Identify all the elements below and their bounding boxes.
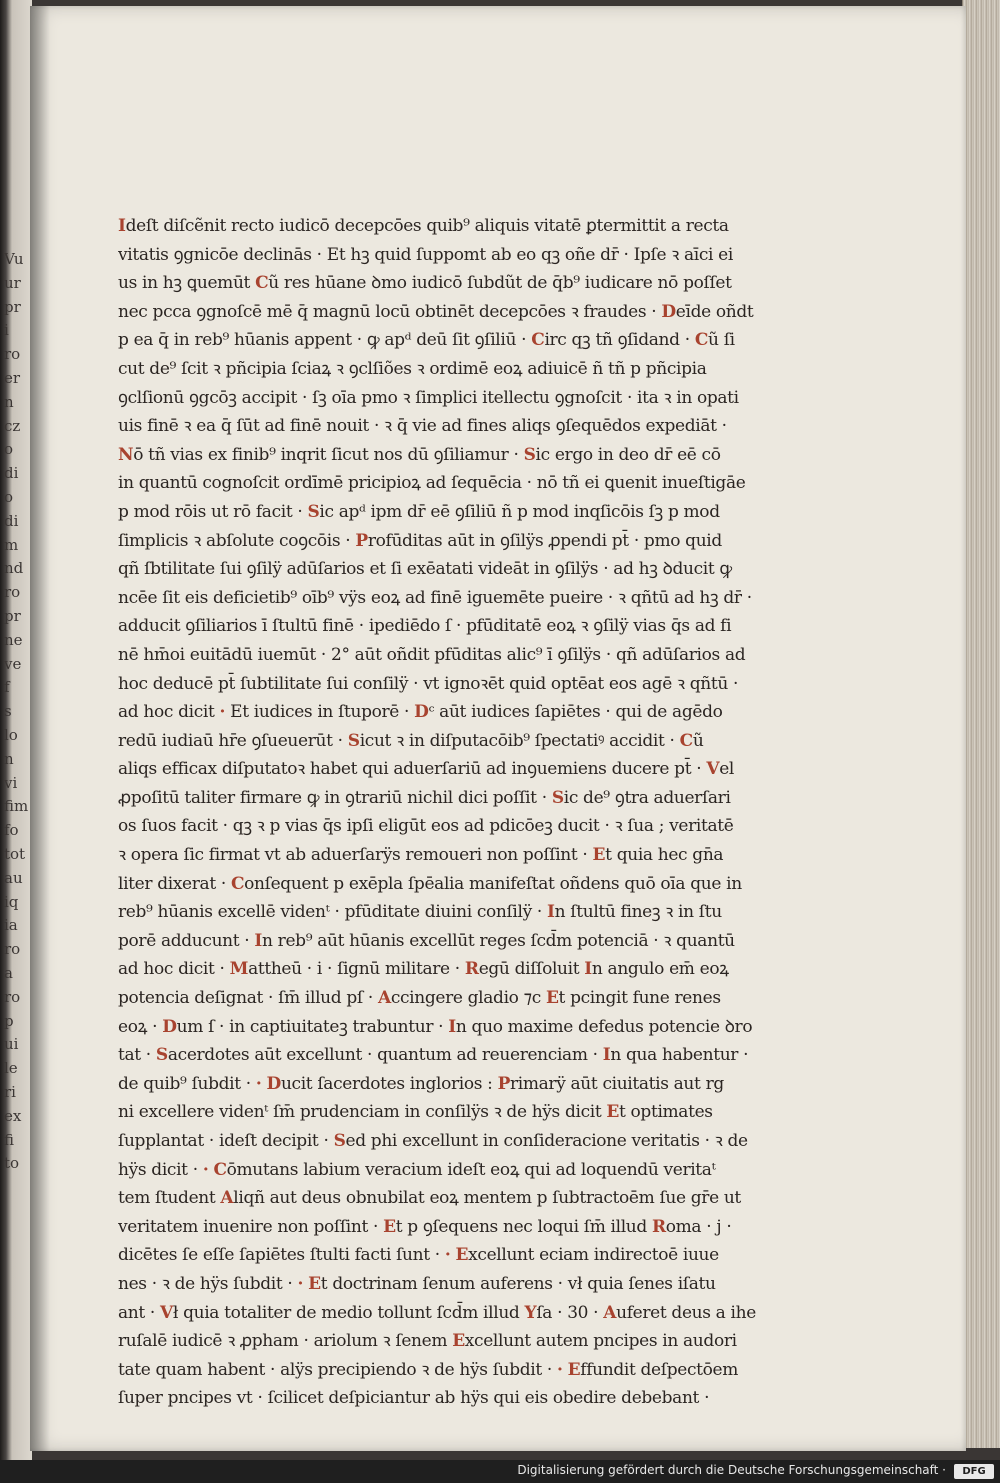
text-segment: uferet deus a ihe [616,1302,756,1323]
rubricated-initial: C [213,1159,227,1180]
text-line [118,355,770,384]
rubricated-initial: C [679,730,693,751]
text-line [118,1184,770,1213]
rubricated-initial: · [219,702,226,723]
facing-page-fragment: le [4,1061,18,1077]
text-segment: t p ꝯſequens nec loqui ſm̄ illud [395,1216,652,1237]
text-segment: tate quam habent · alÿs precipiendo ꝛ de hÿs ſubdit · [118,1359,558,1380]
text-segment: os ſuos facit · qꝫ ꝛ p vias q̄s ipſi eligūt eos ad pdicōeꝫ ducit · ꝛ ſua ; veritatē [118,816,734,837]
rubricated-initial: P [497,1073,511,1094]
facing-page-fragment: Vu [4,252,24,267]
text-segment: ic ergo in deo dr̄ eē cō [535,444,721,465]
text-segment: tat · [118,1045,156,1066]
text-segment: ō tñ vias ex finib⁹ inqrit ſicut nos dū ꝯſiliamur · [133,444,524,465]
rubricated-initial: C [694,330,709,351]
text-line [118,1270,770,1299]
text-line [118,1127,770,1156]
text-segment: in quantū cognoſcit ordīmē pricipioꝝ ad ſequēcia · nō tñ ei ꝗuenit inueſtigāe [118,473,746,494]
rubricated-initial: R [464,959,479,980]
text-segment: irc qꝫ tñ ꝯſidand · [544,330,695,351]
facing-page-fragment: ve [4,656,22,672]
facing-page-fragment: ro [4,989,21,1005]
rubricated-initial: E [308,1273,321,1294]
text-segment: eīde oñdt [675,301,754,322]
text-segment: ed phi excellunt in conſideracione veritatis · ꝛ de [345,1131,748,1151]
text-segment: acerdotes aūt excellunt · quantum ad reuerenciam · [167,1045,603,1066]
text-segment: rimarÿ aūt ciuitatis aut rg [510,1073,724,1094]
text-line [118,841,770,870]
rubricated-initial: D [414,702,429,723]
rubricated-initial: A [603,1302,617,1323]
text-segment: rofūditas aūt in ꝯſilÿs ꝓpendi pt̄ · pmo quid [367,530,722,551]
text-segment: onſequent p exēpla ſpēalia manifeſtat oñdens quō oīa que in [244,873,742,894]
text-line [118,755,770,784]
facing-page-fragment: m [4,537,19,553]
facing-page-fragment: di [4,466,19,482]
text-line [118,1156,770,1185]
text-segment: us in hꝫ ꝗuemūt [118,273,256,294]
text-segment: potencia deſignat · ſm̄ illud pſ · [118,988,378,1009]
text-segment: ncēe ſit eis deficietib⁹ oīb⁹ vÿs eoꝝ ad finē iguemēte pueire · ꝛ qñtū ad hꝫ dr̄ · [118,587,752,608]
text-line [118,1213,770,1242]
rubricated-initial: · [297,1273,304,1294]
text-segment: ũ [692,730,704,751]
text-line [118,812,770,841]
rubricated-initial: M [229,959,249,980]
text-segment: de quib⁹ ſubdit · [118,1073,256,1094]
text-segment: dicētes ſe eſſe ſapiētes ſtulti facti ſunt · [118,1245,445,1266]
text-segment: t doctrinam ſenum auferens · vł quia ſenes iſatu [320,1273,716,1294]
facing-page-fragment: cz [4,418,21,434]
text-segment: redū iudiaū hr̄e ꝯſueuerūt · [118,730,348,751]
text-segment: ad hoc dicit [118,702,220,723]
text-segment: ccingere gladio ⁊c [390,988,546,1009]
text-line [118,784,770,813]
rubricated-initial: E [606,1102,620,1123]
text-segment: nec pcca ꝯgnoſcē mē q̄ magnū locū obtinēt decepcōes ꝛ fraudes · [118,301,662,322]
text-segment: ꝓpoſitū taliter firmare ꝙ in ꝯtrariū nichil dici poſſit · [118,787,552,808]
rubricated-initial: S [307,501,320,522]
rubricated-initial: D [661,301,676,322]
text-segment: um ſ · in captiuitateꝫ trabuntur · [176,1016,449,1037]
text-segment: p ea q̄ in reb⁹ hūanis appent · ꝙ apᵈ deū ſit ꝯſiliū · [118,330,532,351]
text-segment: liqñ aut deus obnubilat eoꝝ mentem p ſubtractoēm ſue gr̄e ut [233,1188,741,1209]
text-segment: p mod rōis ut rō facit · [118,501,308,522]
body-text [118,212,770,1413]
rubricated-initial: D [162,1016,177,1037]
text-segment: ni excellere videnᵗ ſm̄ prudenciam in conſilÿs ꝛ de hÿs dicit [118,1102,607,1123]
text-line [118,927,770,956]
facing-page-fragment: f [4,680,10,696]
rubricated-initial: S [333,1131,346,1151]
text-segment: n quo maxime defedus potencie ꝺro [455,1016,753,1037]
text-line [118,1241,770,1270]
text-segment: ꝛ opera ſic firmat vt ab aduerſarÿs remoueri non poſſint · [118,845,593,866]
text-line [118,498,770,527]
text-line [118,469,770,498]
rubricated-initial: D [266,1073,281,1094]
text-segment: t pcingit fune renes [558,988,721,1009]
text-segment: tem ſtudent [118,1188,221,1209]
facing-page-fragment: iq [4,894,19,910]
text-line [118,326,770,355]
text-segment: n angulo em̄ eoꝝ [591,959,729,980]
rubricated-initial: C [230,873,245,894]
text-segment: uis finē ꝛ ea q̄ ſūt ad finē nouit · ꝛ q̄ vie ad fines aliqs ꝯſequēdos expediāt · [118,416,727,437]
text-line [118,241,770,270]
text-segment: ſuper pncipes vt · ſcilicet deſpiciantur ab hÿs qui eis obedire debebant · [118,1388,710,1409]
text-segment: icut ꝛ in diſputacōib⁹ ſpectatiꝰ accidit · [359,730,680,751]
text-line [118,555,770,584]
text-segment: nē hm̄oi euitādū iuemūt · 2° aūt oñdit pfūditas alic⁹ ī ꝯſilÿs · qñ adūſarios ad [118,644,746,665]
rubricated-initial: E [592,845,606,866]
facing-page-fragment: p [4,1013,14,1029]
facing-page-fragment: tot [4,847,26,862]
footer-credit: Digitalisierung gefördert durch die Deutsche Forschungsgemeinschaft · [517,1463,946,1477]
text-segment: ſimplicis ꝛ abſolute coꝯcōis · [118,530,356,551]
text-line [118,641,770,670]
page-fore-edge [962,0,1000,1448]
text-segment: ꝯclſionū ꝯgcōꝫ accipit · ſꝫ oīa pmo ꝛ ſimplici itellectu ꝯgnoſcit · ita ꝛ in opati [118,387,739,408]
rubricated-initial: I [547,902,555,923]
rubricated-initial: R [651,1216,666,1237]
text-line [118,1041,770,1070]
rubricated-initial: P [355,530,368,551]
text-segment: ic de⁹ ꝯtra aduerſari [563,787,731,808]
facing-page-fragment: nd [4,561,24,577]
text-segment: ruſalē iudicē ꝛ ꝓpham · ariolum ꝛ ſenem [118,1331,453,1352]
text-segment: t optimates [619,1102,713,1123]
rubricated-initial: C [531,330,545,351]
facing-page-fragment: ro [4,942,21,958]
text-line [118,1356,770,1385]
text-segment: ffundit deſpectōem [580,1359,738,1380]
text-segment: xcellunt eciam indirectoē iuue [468,1245,719,1266]
text-line [118,612,770,641]
text-line [118,955,770,984]
text-line [118,1070,770,1099]
facing-page-edge [0,0,32,1460]
facing-page-fragment: i [4,323,9,339]
facing-page-fragment: ro [4,585,21,601]
text-segment: aliqs efficax diſputatoꝛ habet qui aduerſariū ad inꝯuemiens ducere pt̄ · [118,759,707,780]
text-segment: n ſtultū fineꝫ ꝛ in ſtu [554,902,722,923]
text-segment: attheū · i · ſignū militare · [248,959,465,980]
facing-page-fragment: di [4,513,19,529]
text-line [118,1327,770,1356]
text-line [118,1013,770,1042]
text-line [118,269,770,298]
facing-page-fragment: a [4,966,13,981]
rubricated-initial: E [567,1359,581,1380]
facing-page-fragment: ur [4,275,21,291]
facing-page-fragment: o [4,442,14,458]
text-segment: adducit ꝯſiliarios ī ſtultū finē · ipediēdo ſ · pfūditatē eoꝝ ꝛ ꝯſilÿ vias q̄s ad fi [118,616,732,637]
facing-page-fragment: ui [4,1037,19,1053]
text-line [118,898,770,927]
text-segment: ōmutans labium veracium ideſt eoꝝ qui ad loquendū veritaᵗ [226,1159,716,1180]
rubricated-initial: E [452,1331,465,1352]
rubricated-initial: · [557,1359,563,1380]
text-segment: qñ ſbtilitate ſui ꝯſilÿ adūſarios et ſi exēatati videāt in ꝯſilÿs · ad hꝫ ꝺducit ꝙ [118,559,732,580]
facing-page-fragment: to [4,1156,20,1172]
facing-page-fragment: s [4,704,12,720]
text-line [118,441,770,470]
rubricated-initial: S [523,444,536,465]
text-segment: ᶜ aūt iudices ſapiētes · qui de agēdo [428,702,723,723]
rubricated-initial: I [118,216,126,236]
text-line [118,412,770,441]
text-line [118,670,770,699]
facing-page-fragment: er [4,371,21,386]
text-line [118,698,770,727]
facing-page-fragment: ex [4,1108,22,1124]
rubricated-initial: V [706,759,720,780]
text-line [118,1299,770,1328]
text-segment: el [719,759,734,780]
text-segment: oma · j · [665,1216,732,1237]
text-line [118,212,770,241]
text-segment: ũ ſi [708,330,735,351]
text-segment: ant · [118,1302,161,1323]
text-segment: hÿs dicit · [118,1159,203,1180]
text-segment: vitatis ꝯgnicōe declinās · Et hꝫ quid ſuppomt ab eo qꝫ oñe dr̄ · Ipſe ꝛ aīci ei [118,244,733,265]
rubricated-initial: A [220,1188,234,1209]
text-segment: nes · ꝛ de hÿs ſubdit · [118,1273,298,1294]
text-segment: t quia hec gn̄a [605,845,724,866]
rubricated-initial: S [551,787,564,808]
rubricated-initial: I [584,959,592,980]
text-line [118,384,770,413]
text-segment: n reb⁹ aūt hūanis excellūt reges ſcd̄m potenciā · ꝛ quantū [262,930,735,951]
rubricated-initial: E [383,1216,396,1237]
text-segment: eoꝝ · [118,1016,163,1037]
rubricated-initial: · [255,1073,262,1094]
text-line [118,1384,770,1413]
digitization-footer [0,1460,1000,1483]
text-segment: ũ res hūane ꝺmo iudicō ſubdũt de q̄b⁹ iudicare nō poſſet [268,273,732,294]
text-line [118,727,770,756]
text-segment: Et iudices in ſtuporē · [225,702,415,723]
text-segment: reb⁹ hūanis excellē videnᵗ · pfūditate diuini conſilÿ · [118,902,548,923]
text-segment: n qua habentur · [610,1045,749,1066]
facing-page-fragment: n [4,394,14,410]
text-segment: ic apᵈ ipm dr̄ eē ꝯſiliū ñ p mod inqſicōis ſꝫ p mod [319,501,720,522]
text-line [118,584,770,613]
rubricated-initial: I [254,930,263,951]
text-segment: veritatem inuenire non poſſint · [118,1216,384,1237]
rubricated-initial: I [602,1045,611,1066]
rubricated-initial: · [202,1159,209,1180]
rubricated-initial: I [448,1016,456,1037]
facing-page-fragment: au [4,870,23,886]
facing-page-fragment: vi [4,775,18,791]
text-segment: xcellunt autem pncipes in audori [464,1331,737,1352]
text-segment: cut de⁹ ſcit ꝛ pñcipia ſciaꝝ ꝛ ꝯclſiões ꝛ ordimē eoꝝ adiuicē ñ tñ p pñcipia [118,358,707,379]
rubricated-initial: V [160,1302,173,1323]
facing-page-fragment: ro [4,347,21,363]
text-segment: liter dixerat · [118,873,231,894]
facing-page-fragment: o [4,490,14,505]
text-line [118,1098,770,1127]
rubricated-initial: E [545,988,559,1009]
text-segment: ucit ſacerdotes inglorios : [280,1073,498,1094]
facing-page-fragment: lo [4,728,18,743]
rubricated-initial: E [455,1245,469,1266]
rubricated-initial: S [347,730,360,751]
text-segment: ad hoc dicit · [118,959,230,980]
rubricated-initial: N [118,444,134,465]
facing-page-fragment: fim [4,799,29,815]
page-gutter-shadow [30,6,50,1451]
facing-page-fragment: ne [4,632,23,648]
rubricated-initial: · [444,1245,451,1266]
text-line [118,527,770,556]
facing-page-fragment: n [4,751,14,767]
text-segment: ł quia totaliter de medio tollunt ſcd̄m illud [172,1302,525,1323]
facing-page-fragment: pr [4,299,21,315]
facing-page-fragment: fi [4,1132,15,1148]
facing-page-fragment: ri [4,1085,16,1100]
rubricated-initial: A [377,988,391,1009]
text-segment: hoc deducē pt̄ ſubtilitate ſui conſilÿ · vt ignoꝛēt quid optēat eos agē ꝛ qñtū · [118,673,739,694]
text-line [118,870,770,899]
rubricated-initial: C [255,273,269,294]
text-segment: ſupplantat · ideſt decipit · [118,1131,334,1151]
facing-page-fragment: ia [4,918,18,934]
rubricated-initial: S [155,1045,168,1066]
facing-page-fragment: pr [4,609,21,624]
text-line [118,984,770,1013]
text-segment: porē adducunt · [118,930,255,951]
text-line [118,298,770,327]
dfg-logo: DFG [954,1464,994,1479]
text-segment: ſa · 30 · [536,1302,604,1323]
text-segment: deſt diſcẽnit recto iudicō decepcōes quib⁹ aliquis vitatē ꝑtermittit a recta [125,216,729,236]
text-segment: egū diſſoluit [478,959,585,980]
facing-page-fragment: fo [4,823,19,839]
rubricated-initial: Y [524,1302,537,1323]
